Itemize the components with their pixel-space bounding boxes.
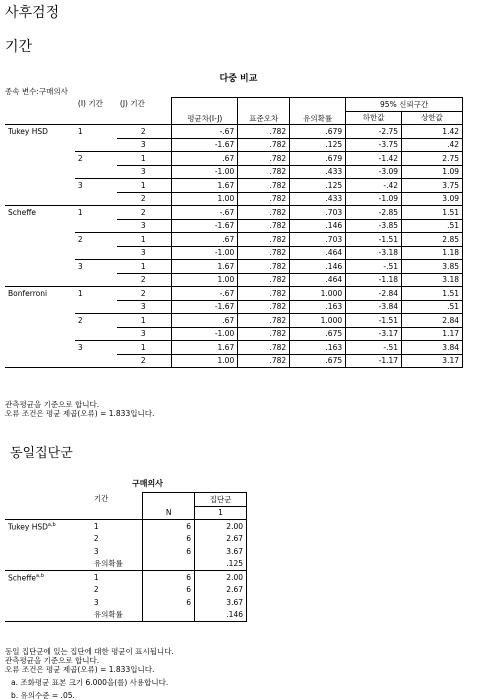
hs-n-cell: 6: [143, 596, 195, 609]
hs-period-cell: 1: [91, 571, 143, 584]
lower-bound-cell: -3.75: [346, 138, 402, 152]
table-row: [5, 233, 463, 247]
lower-bound-cell: -3.09: [346, 165, 402, 179]
method-cell: [5, 341, 75, 355]
significance-cell: .464: [290, 273, 346, 287]
i-period-cell: [75, 192, 117, 206]
table-row: [5, 287, 463, 301]
j-period-cell: 3: [117, 219, 172, 233]
ci-header: 95% 신뢰구간: [346, 98, 463, 112]
lower-bound-cell: -3.18: [346, 246, 402, 260]
hs-period-cell: 유의확률: [91, 609, 143, 622]
lower-bound-cell: -3.84: [346, 300, 402, 314]
lower-bound-cell: -.51: [346, 260, 402, 274]
significance-cell: .146: [290, 219, 346, 233]
i-period-cell: 2: [75, 233, 117, 247]
mean-diff-cell: 1.00: [172, 354, 238, 368]
method-cell: [5, 219, 75, 233]
j-period-cell: 2: [117, 354, 172, 368]
footnote-line: 관측평균을 기준으로 합니다.: [5, 656, 100, 665]
upper-bound-cell: 3.09: [402, 192, 463, 206]
std-error-header: 표준오차: [238, 98, 290, 125]
hs-subset-cell: .146: [195, 609, 247, 622]
table-row: [5, 609, 247, 622]
significance-cell: .675: [290, 327, 346, 341]
significance-cell: .125: [290, 179, 346, 193]
lower-bound-header: 하한값: [346, 111, 402, 125]
hs-subset-cell: 2.00: [195, 520, 247, 533]
hs-subset-cell: 2.00: [195, 571, 247, 584]
std-error-cell: .782: [238, 179, 290, 193]
hs-method-cell: [5, 571, 91, 584]
table-row: [5, 354, 463, 368]
method-cell: [5, 138, 75, 152]
multiple-comparisons-table: [5, 97, 463, 368]
table-row: [5, 192, 463, 206]
std-error-cell: .782: [238, 287, 290, 301]
i-period-cell: [75, 354, 117, 368]
significance-cell: .146: [290, 260, 346, 274]
lower-bound-cell: -1.09: [346, 192, 402, 206]
mean-diff-cell: -.67: [172, 206, 238, 220]
std-error-cell: .782: [238, 138, 290, 152]
table-row: [5, 138, 463, 152]
table-row: [5, 152, 463, 166]
upper-bound-cell: 3.17: [402, 354, 463, 368]
hs-method-cell: [5, 609, 91, 622]
significance-cell: .163: [290, 341, 346, 355]
mean-diff-cell: -1.00: [172, 165, 238, 179]
table-row: [5, 206, 463, 220]
method-cell: Tukey HSD: [5, 125, 75, 139]
std-error-cell: .782: [238, 314, 290, 328]
hs-method-cell: [5, 545, 91, 558]
j-period-cell: 1: [117, 179, 172, 193]
mean-diff-cell: -1.00: [172, 246, 238, 260]
hs-method-name: Tukey HSD: [8, 522, 48, 531]
table-row: [5, 246, 463, 260]
i-period-cell: [75, 165, 117, 179]
table-row: [5, 300, 463, 314]
table-row: [5, 327, 463, 341]
lower-bound-cell: -1.51: [346, 314, 402, 328]
homogeneous-table-title: 구매의사: [132, 479, 163, 488]
hs-period-cell: 3: [93, 546, 99, 556]
std-error-cell: .782: [238, 219, 290, 233]
method-cell: [5, 260, 75, 274]
std-error-cell: .782: [238, 246, 290, 260]
lower-bound-cell: -1.42: [346, 152, 402, 166]
upper-bound-cell: 3.85: [402, 260, 463, 274]
hs-subset-header: 집단군: [195, 493, 247, 507]
mean-diff-cell: 1.00: [172, 192, 238, 206]
hs-period-cell: 1: [91, 520, 143, 533]
method-cell: [5, 246, 75, 260]
std-error-cell: .782: [238, 206, 290, 220]
upper-bound-cell: 2.85: [402, 233, 463, 247]
hs-method-cell: [5, 558, 91, 571]
hs-n-cell: 6: [143, 520, 195, 533]
table-row: [5, 558, 247, 571]
method-cell: [5, 179, 75, 193]
i-period-cell: [75, 273, 117, 287]
homogeneous-subsets-heading: 동일집단군: [10, 446, 73, 461]
method-cell: [5, 273, 75, 287]
significance-cell: .433: [290, 192, 346, 206]
significance-cell: .679: [290, 125, 346, 139]
hs-subset-cell: 3.67: [195, 596, 247, 609]
j-period-cell: 1: [117, 314, 172, 328]
lower-bound-cell: -2.85: [346, 206, 402, 220]
j-period-cell: 1: [117, 260, 172, 274]
lower-bound-cell: -3.85: [346, 219, 402, 233]
j-period-header: (J) 기간: [119, 98, 145, 108]
mean-diff-cell: 1.67: [172, 179, 238, 193]
table-row: [5, 584, 247, 597]
method-cell: Bonferroni: [5, 287, 75, 301]
hs-n-cell: [143, 558, 195, 571]
mean-diff-cell: -1.67: [172, 219, 238, 233]
j-period-cell: 1: [117, 152, 172, 166]
i-period-cell: 2: [75, 152, 117, 166]
table-row: [5, 125, 463, 139]
mean-diff-cell: .67: [172, 233, 238, 247]
j-period-cell: 3: [117, 246, 172, 260]
hs-period-cell: 유의확률: [93, 559, 123, 569]
std-error-cell: .782: [238, 233, 290, 247]
mean-diff-cell: 1.00: [172, 273, 238, 287]
period-heading: 기간: [5, 39, 33, 55]
upper-bound-cell: 3.75: [402, 179, 463, 193]
i-period-cell: [75, 219, 117, 233]
upper-bound-cell: 1.42: [402, 125, 463, 139]
mean-diff-cell: .67: [172, 314, 238, 328]
table-row: [5, 314, 463, 328]
hs-method-header: [5, 493, 91, 520]
significance-cell: .703: [290, 233, 346, 247]
hs-n-cell: [143, 609, 195, 622]
j-period-cell: 2: [117, 273, 172, 287]
hs-subset-cell: 2.67: [195, 584, 247, 597]
significance-header: 유의확률: [290, 98, 346, 125]
std-error-cell: .782: [238, 300, 290, 314]
std-error-cell: .782: [238, 273, 290, 287]
hs-method-cell: [5, 584, 91, 597]
significance-cell: 1.000: [290, 287, 346, 301]
std-error-cell: .782: [238, 152, 290, 166]
significance-cell: .703: [290, 206, 346, 220]
method-header: [5, 98, 75, 125]
j-period-cell: 2: [117, 287, 172, 301]
std-error-cell: .782: [238, 165, 290, 179]
std-error-cell: .782: [238, 192, 290, 206]
mean-diff-cell: -.67: [172, 125, 238, 139]
i-period-cell: 1: [75, 206, 117, 220]
std-error-cell: .782: [238, 260, 290, 274]
footnote-line: 오류 조건은 평균 제곱(오류) = 1.833입니다.: [5, 409, 155, 418]
mean-diff-cell: -1.67: [172, 300, 238, 314]
dependent-variable-label: 종속 변수:구매의사: [5, 87, 68, 96]
multiple-comparisons-title: 다중 비교: [219, 74, 258, 84]
homogeneous-footnotes: [5, 647, 174, 700]
table-row: [5, 545, 247, 558]
significance-cell: .163: [290, 300, 346, 314]
hs-method-cell: [5, 596, 91, 609]
i-period-cell: 2: [75, 314, 117, 328]
std-error-cell: .782: [238, 125, 290, 139]
upper-bound-cell: .51: [402, 300, 463, 314]
i-period-cell: 3: [75, 260, 117, 274]
hs-method-superscript: a,b: [47, 521, 56, 528]
lower-bound-cell: -3.17: [346, 327, 402, 341]
upper-bound-cell: 1.09: [402, 165, 463, 179]
upper-bound-cell: 1.51: [402, 287, 463, 301]
j-period-cell: 2: [117, 192, 172, 206]
std-error-cell: .782: [238, 354, 290, 368]
upper-bound-cell: 2.75: [402, 152, 463, 166]
hs-method-name: Scheffe: [8, 573, 37, 582]
j-period-cell: 1: [117, 233, 172, 247]
lower-bound-cell: -1.51: [346, 233, 402, 247]
method-cell: [5, 354, 75, 368]
hs-subset-1-header: 1: [195, 506, 247, 520]
lower-bound-cell: -1.17: [346, 354, 402, 368]
upper-bound-cell: 1.17: [402, 327, 463, 341]
multiple-comparisons-footnotes: [5, 400, 154, 418]
footnote-line: 동일 집단군에 있는 집단에 대한 평균이 표시됩니다.: [5, 647, 174, 656]
significance-cell: 1.000: [290, 314, 346, 328]
table-row: [5, 533, 247, 546]
upper-bound-cell: 1.18: [402, 246, 463, 260]
j-period-cell: 1: [117, 341, 172, 355]
hs-subset-cell: 3.67: [195, 545, 247, 558]
homogeneous-subsets-table: [5, 492, 247, 622]
mean-diff-cell: -1.00: [172, 327, 238, 341]
hs-n-spacer: [143, 493, 195, 507]
std-error-cell: .782: [238, 341, 290, 355]
method-cell: [5, 152, 75, 166]
significance-cell: .464: [290, 246, 346, 260]
table-row: [5, 596, 247, 609]
table-row: [5, 260, 463, 274]
method-cell: [5, 300, 75, 314]
significance-cell: .125: [290, 138, 346, 152]
significance-cell: .679: [290, 152, 346, 166]
footnote-line: 관측평균을 기준으로 합니다.: [5, 400, 100, 409]
hs-n-header: N: [143, 506, 195, 520]
hs-n-cell: 6: [143, 584, 195, 597]
i-period-cell: 3: [75, 179, 117, 193]
footnote-line: 오류 조건은 평균 제곱(오류) = 1.833입니다.: [5, 665, 155, 674]
table-row: [5, 520, 247, 533]
j-period-cell: 2: [117, 206, 172, 220]
hs-n-cell: 6: [143, 533, 195, 546]
method-cell: [5, 165, 75, 179]
table-row: [5, 571, 247, 584]
hs-method-cell: [5, 533, 91, 546]
lower-bound-cell: -2.84: [346, 287, 402, 301]
std-error-cell: .782: [238, 327, 290, 341]
table-row: [5, 219, 463, 233]
method-cell: [5, 192, 75, 206]
mean-diff-cell: .67: [172, 152, 238, 166]
i-period-cell: 1: [75, 287, 117, 301]
i-period-header: (I) 기간: [77, 98, 103, 108]
upper-bound-header: 상한값: [402, 111, 463, 125]
table-row: [5, 273, 463, 287]
mean-diff-cell: -.67: [172, 287, 238, 301]
lower-bound-cell: -1.18: [346, 273, 402, 287]
table-row: [5, 341, 463, 355]
upper-bound-cell: .51: [402, 219, 463, 233]
upper-bound-cell: 3.18: [402, 273, 463, 287]
table-row: [5, 179, 463, 193]
lower-bound-cell: -.42: [346, 179, 402, 193]
footnote-line: a. 조화평균 표본 크기 6.000을(를) 사용합니다.: [11, 678, 169, 687]
hs-method-superscript: a,b: [36, 572, 44, 579]
mean-diff-cell: 1.67: [172, 341, 238, 355]
j-period-cell: 3: [117, 300, 172, 314]
j-period-cell: 3: [117, 138, 172, 152]
upper-bound-cell: .42: [402, 138, 463, 152]
significance-cell: .675: [290, 354, 346, 368]
method-cell: [5, 327, 75, 341]
lower-bound-cell: -.51: [346, 341, 402, 355]
hs-period-header: 기간: [93, 493, 109, 503]
hs-n-cell: 6: [143, 571, 195, 584]
hs-period-cell: 3: [93, 597, 99, 607]
i-period-cell: 1: [75, 125, 117, 139]
j-period-cell: 2: [117, 125, 172, 139]
hs-subset-cell: .125: [195, 558, 247, 571]
i-period-cell: 3: [75, 341, 117, 355]
j-period-cell: 3: [117, 327, 172, 341]
method-cell: [5, 233, 75, 247]
mean-diff-cell: -1.67: [172, 138, 238, 152]
hs-method-cell: [5, 520, 91, 533]
hs-period-cell: 2: [93, 534, 99, 544]
method-cell: Scheffe: [5, 206, 75, 220]
i-period-cell: [75, 327, 117, 341]
post-hoc-heading: 사후검정: [5, 5, 60, 21]
upper-bound-cell: 2.84: [402, 314, 463, 328]
significance-cell: .433: [290, 165, 346, 179]
mean-diff-header: 평균차(I-J): [172, 98, 238, 125]
hs-subset-cell: 2.67: [195, 533, 247, 546]
hs-n-cell: 6: [143, 545, 195, 558]
i-period-cell: [75, 246, 117, 260]
upper-bound-cell: 3.84: [402, 341, 463, 355]
method-cell: [5, 314, 75, 328]
j-period-cell: 3: [117, 165, 172, 179]
upper-bound-cell: 1.51: [402, 206, 463, 220]
table-row: [5, 165, 463, 179]
i-period-cell: [75, 138, 117, 152]
mean-diff-cell: 1.67: [172, 260, 238, 274]
lower-bound-cell: -2.75: [346, 125, 402, 139]
footnote-line: b. 유의수준 = .05.: [11, 691, 75, 700]
hs-period-cell: 2: [93, 585, 99, 595]
i-period-cell: [75, 300, 117, 314]
